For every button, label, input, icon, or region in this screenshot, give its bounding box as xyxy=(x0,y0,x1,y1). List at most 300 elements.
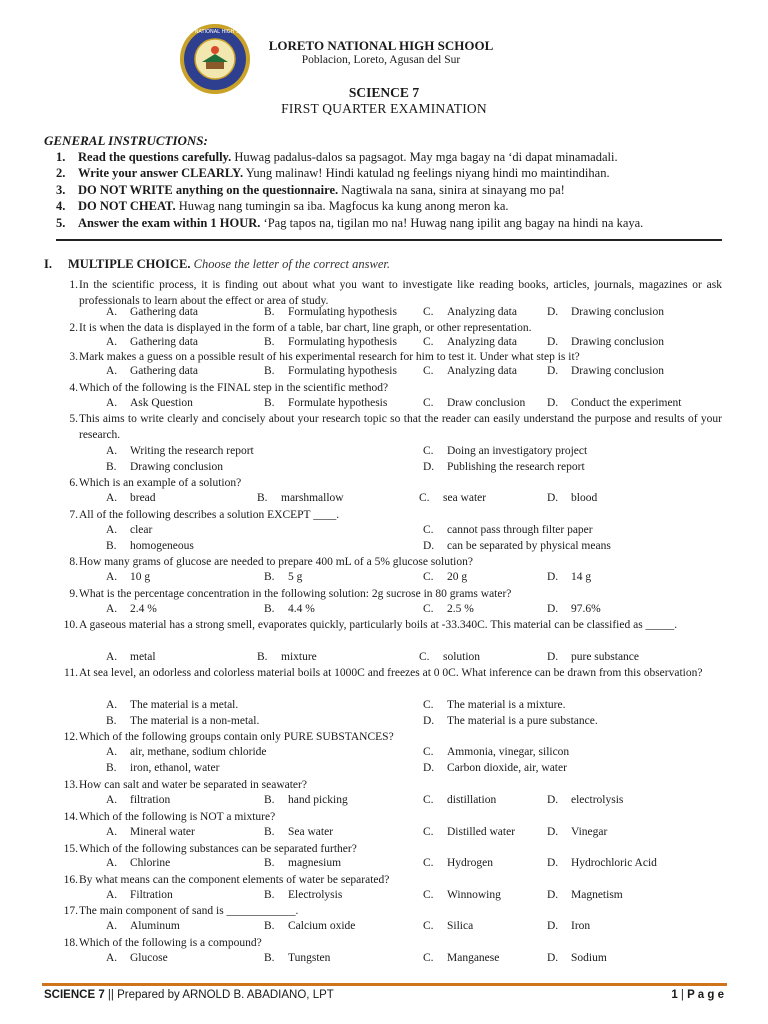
choice-c xyxy=(423,445,587,457)
choice-letter: D. xyxy=(547,306,559,318)
choice-text: Magnetism xyxy=(571,889,623,901)
choice-text: Ammonia, vinegar, silicon xyxy=(447,746,570,758)
choice-text: Electrolysis xyxy=(288,889,343,901)
choice-b xyxy=(264,603,315,615)
choice-d xyxy=(547,336,664,348)
instruction-emphasis: Write your answer CLEARLY. xyxy=(78,166,244,180)
subject-title: SCIENCE 7 xyxy=(348,85,420,100)
choice-letter: B. xyxy=(264,306,275,318)
choice-c xyxy=(423,857,493,869)
choice-letter: C. xyxy=(423,397,434,409)
instruction-text: Huwag nang tumingin sa iba. Magfocus ka kung anong meron ka. xyxy=(175,199,509,213)
choice-a xyxy=(106,826,195,838)
choice-text: Gathering data xyxy=(130,365,199,377)
choice-letter: C. xyxy=(419,492,430,504)
choice-d xyxy=(547,571,591,583)
instruction-item xyxy=(56,166,610,181)
choice-a xyxy=(106,794,170,806)
choice-c xyxy=(423,746,569,758)
choice-text: Formulate hypothesis xyxy=(288,397,388,409)
choice-letter: B. xyxy=(264,397,275,409)
choice-text: blood xyxy=(571,492,598,504)
choice-text: hand picking xyxy=(288,794,348,806)
choice-text: bread xyxy=(130,492,156,504)
choice-a xyxy=(106,699,238,711)
question-number: 6. xyxy=(69,477,78,489)
choice-letter: C. xyxy=(423,571,434,583)
choice-a xyxy=(106,920,180,932)
choice-c xyxy=(423,306,517,318)
choice-letter: C. xyxy=(423,336,434,348)
choice-letter: D. xyxy=(547,603,559,615)
choice-text: homogeneous xyxy=(130,540,194,552)
choice-letter: B. xyxy=(264,952,275,964)
question-number: 2. xyxy=(69,322,78,334)
choice-c xyxy=(423,826,515,838)
choice-letter: A. xyxy=(106,492,118,504)
choice-text: The material is a non-metal. xyxy=(130,715,260,727)
choice-a xyxy=(106,306,198,318)
choice-c xyxy=(423,336,517,348)
choice-text: Gathering data xyxy=(130,336,199,348)
choice-d xyxy=(547,365,664,377)
choice-letter: B. xyxy=(264,857,275,869)
choice-text: Gathering data xyxy=(130,306,199,318)
question-number: 11. xyxy=(64,667,78,679)
choice-letter: D. xyxy=(547,794,559,806)
choice-text: filtration xyxy=(130,794,171,806)
question-item xyxy=(56,904,722,920)
choice-c xyxy=(423,571,467,583)
footer-left xyxy=(44,989,334,1001)
choice-d xyxy=(547,306,664,318)
choice-a xyxy=(106,603,157,615)
choice-text: Ask Question xyxy=(130,397,193,409)
choice-letter: D. xyxy=(547,571,559,583)
choice-text: Sea water xyxy=(288,826,334,838)
choice-letter: B. xyxy=(257,651,268,663)
choice-d xyxy=(547,952,607,964)
choice-letter: A. xyxy=(106,397,118,409)
choice-letter: C. xyxy=(423,920,434,932)
choice-b xyxy=(257,492,344,504)
choice-text: Iron xyxy=(571,920,591,932)
svg-text:LORETO NATIONAL HIGH SCHOOL: LORETO NATIONAL HIGH SCHOOL xyxy=(172,29,258,35)
choice-text: Drawing conclusion xyxy=(130,461,223,473)
choice-letter: B. xyxy=(264,794,275,806)
instructions-title: GENERAL INSTRUCTIONS: xyxy=(44,133,208,148)
question-text: All of the following describes a solution EXCEPT ____. xyxy=(79,509,340,521)
question-item xyxy=(56,555,722,571)
question-number: 16. xyxy=(63,874,78,886)
choice-text: distillation xyxy=(447,794,497,806)
choice-d xyxy=(547,603,601,615)
question-number: 14. xyxy=(63,811,78,823)
choice-letter: A. xyxy=(106,920,118,932)
footer-rule xyxy=(42,983,727,986)
choice-text: 2.5 % xyxy=(447,603,474,615)
choice-letter: D. xyxy=(547,889,559,901)
question-text: This aims to write clearly and concisely about your research topic so that the reader can easily understand the purpose and results of your research. xyxy=(79,413,722,441)
choice-letter: D. xyxy=(547,952,559,964)
question-item xyxy=(56,730,722,746)
question-number: 12. xyxy=(63,731,78,743)
choice-c xyxy=(423,365,517,377)
section-heading xyxy=(44,257,390,272)
choice-letter: C. xyxy=(423,306,434,318)
choice-d xyxy=(547,920,590,932)
instruction-emphasis: Answer the exam within 1 HOUR. xyxy=(78,216,261,230)
choice-a xyxy=(106,397,193,409)
question-text: Which of the following groups contain only PURE SUBSTANCES? xyxy=(79,731,394,743)
choice-c xyxy=(419,492,486,504)
choice-letter: C. xyxy=(423,857,434,869)
question-number: 17. xyxy=(63,905,78,917)
question-item xyxy=(56,666,722,682)
divider-line xyxy=(56,239,722,241)
choice-letter: D. xyxy=(547,492,559,504)
question-number: 1. xyxy=(69,279,78,291)
choice-b xyxy=(106,762,219,774)
choice-letter: C. xyxy=(423,445,434,457)
choice-letter: D. xyxy=(547,826,559,838)
question-text: Which of the following is NOT a mixture? xyxy=(79,811,276,823)
choice-text: 10 g xyxy=(130,571,151,583)
choice-letter: A. xyxy=(106,336,118,348)
choice-text: The material is a metal. xyxy=(130,699,239,711)
choice-letter: C. xyxy=(423,826,434,838)
choice-text: Glucose xyxy=(130,952,168,964)
choice-letter: A. xyxy=(106,365,118,377)
instruction-item xyxy=(56,150,618,165)
question-item xyxy=(56,873,722,889)
choice-text: Winnowing xyxy=(447,889,501,901)
choice-text: Conduct the experiment xyxy=(571,397,682,409)
instruction-text: Yung malinaw! Hindi katulad ng feelings niyang hindi mo maintindihan. xyxy=(243,166,610,180)
choice-text: Analyzing data xyxy=(447,365,517,377)
choice-c xyxy=(423,920,473,932)
choice-d xyxy=(423,715,598,727)
choice-text: Formulating hypothesis xyxy=(288,365,397,377)
choice-c xyxy=(423,524,593,536)
choice-text: Chlorine xyxy=(130,857,171,869)
question-text: The main component of sand is ____________. xyxy=(79,905,299,917)
choice-text: Sodium xyxy=(571,952,607,964)
choice-letter: D. xyxy=(423,540,435,552)
choice-letter: D. xyxy=(547,857,559,869)
choice-letter: C. xyxy=(423,603,434,615)
choice-letter: B. xyxy=(257,492,268,504)
choice-text: Aluminum xyxy=(130,920,180,932)
choice-text: iron, ethanol, water xyxy=(130,762,220,774)
choice-d xyxy=(423,461,585,473)
choice-d xyxy=(547,651,639,663)
choice-letter: A. xyxy=(106,306,118,318)
choice-text: Carbon dioxide, air, water xyxy=(447,762,567,774)
choice-text: Formulating hypothesis xyxy=(288,336,397,348)
choice-a xyxy=(106,952,168,964)
choice-letter: D. xyxy=(547,397,559,409)
question-number: 9. xyxy=(69,588,78,600)
choice-letter: C. xyxy=(423,794,434,806)
instruction-number: 5. xyxy=(56,216,66,230)
choice-text: Tungsten xyxy=(288,952,331,964)
choice-letter: A. xyxy=(106,651,118,663)
choice-d xyxy=(547,889,623,901)
choice-text: 97.6% xyxy=(571,603,601,615)
choice-text: Distilled water xyxy=(447,826,516,838)
choice-b xyxy=(264,365,397,377)
choice-a xyxy=(106,492,156,504)
choice-text: Silica xyxy=(447,920,474,932)
choice-letter: D. xyxy=(423,762,435,774)
choice-b xyxy=(257,651,317,663)
footer-page xyxy=(671,989,724,1001)
choice-letter: C. xyxy=(419,651,430,663)
question-text: Which of the following is a compound? xyxy=(79,937,262,949)
choice-text: air, methane, sodium chloride xyxy=(130,746,267,758)
question-text: How can salt and water be separated in seawater? xyxy=(79,779,307,791)
question-number: 7. xyxy=(69,509,78,521)
choice-letter: D. xyxy=(547,336,559,348)
question-item xyxy=(56,618,722,634)
choice-letter: C. xyxy=(423,365,434,377)
choice-letter: D. xyxy=(423,715,435,727)
question-text: How many grams of glucose are needed to prepare 400 mL of a 5% glucose solution? xyxy=(79,556,473,568)
choice-text: Doing an investigatory project xyxy=(447,445,588,457)
choice-text: pure substance xyxy=(571,651,640,663)
question-number: 8. xyxy=(69,556,78,568)
question-item xyxy=(56,476,722,492)
choice-letter: D. xyxy=(547,651,559,663)
choice-text: Mineral water xyxy=(130,826,195,838)
choice-text: can be separated by physical means xyxy=(447,540,611,552)
instruction-number: 3. xyxy=(56,183,66,197)
choice-text: 5 g xyxy=(288,571,303,583)
choice-b xyxy=(264,306,397,318)
choice-a xyxy=(106,524,152,536)
choice-letter: A. xyxy=(106,826,118,838)
choice-letter: A. xyxy=(106,524,118,536)
question-item xyxy=(56,350,722,366)
instruction-number: 1. xyxy=(56,150,66,164)
instruction-text: Nagtiwala na sana, sinira at sinayang mo pa! xyxy=(338,183,565,197)
section-instruction: Choose the letter of the correct answer. xyxy=(193,257,390,271)
choice-text: 14 g xyxy=(571,571,592,583)
choice-a xyxy=(106,336,198,348)
section-title: MULTIPLE CHOICE. xyxy=(68,257,191,271)
choice-letter: C. xyxy=(423,746,434,758)
question-text: In the scientific process, it is finding out about what you want to investigate like reading books, articles, journals, magazines or ask professionals to learn about the effect or area of study. xyxy=(79,279,722,307)
choice-c xyxy=(423,397,525,409)
choice-text: Drawing conclusion xyxy=(571,336,664,348)
choice-text: Draw conclusion xyxy=(447,397,526,409)
choice-letter: A. xyxy=(106,857,118,869)
question-item xyxy=(56,842,722,858)
choice-b xyxy=(264,952,330,964)
question-text: Which of the following is the FINAL step in the scientific method? xyxy=(79,382,389,394)
choice-text: Analyzing data xyxy=(447,306,517,318)
choice-d xyxy=(547,857,657,869)
choice-text: Manganese xyxy=(447,952,500,964)
choice-letter: B. xyxy=(106,762,117,774)
choice-letter: B. xyxy=(264,826,275,838)
choice-a xyxy=(106,445,254,457)
choice-text: Analyzing data xyxy=(447,336,517,348)
choice-text: 2.4 % xyxy=(130,603,157,615)
choice-letter: C. xyxy=(423,524,434,536)
choice-letter: A. xyxy=(106,445,118,457)
question-text: Which of the following substances can be separated further? xyxy=(79,843,357,855)
instruction-text: Huwag padalus-dalos sa pagsagot. May mga bagay na ‘di dapat minamadali. xyxy=(231,150,618,164)
choice-letter: C. xyxy=(423,889,434,901)
choice-letter: B. xyxy=(264,336,275,348)
instruction-emphasis: Read the questions carefully. xyxy=(78,150,232,164)
choice-text: solution xyxy=(443,651,481,663)
choice-a xyxy=(106,651,156,663)
question-number: 10. xyxy=(63,619,78,631)
school-address: Poblacion, Loreto, Agusan del Sur xyxy=(301,54,461,66)
question-text: A gaseous material has a strong smell, evaporates quickly, particularly boils at -33.340C. This material can be classified as _____. xyxy=(79,619,678,631)
choice-text: Publishing the research report xyxy=(447,461,585,473)
page-word: P a g e xyxy=(687,989,724,1001)
question-item xyxy=(56,321,722,337)
choice-b xyxy=(264,857,341,869)
choice-text: Hydrogen xyxy=(447,857,493,869)
choice-c xyxy=(423,952,499,964)
choice-a xyxy=(106,571,150,583)
choice-text: Vinegar xyxy=(571,826,608,838)
choice-letter: C. xyxy=(423,699,434,711)
choice-a xyxy=(106,889,173,901)
choice-c xyxy=(423,603,474,615)
instruction-number: 4. xyxy=(56,199,66,213)
choice-a xyxy=(106,857,170,869)
choice-c xyxy=(423,699,565,711)
question-text: At sea level, an odorless and colorless material boils at 1000C and freezes at 0 0C. What inference can be drawn from this observation? xyxy=(79,667,703,679)
choice-letter: B. xyxy=(264,920,275,932)
instruction-emphasis: DO NOT WRITE anything on the questionnaire. xyxy=(78,183,339,197)
choice-b xyxy=(106,715,259,727)
footer-prepared-by: Prepared by ARNOLD B. ABADIANO, LPT xyxy=(117,989,334,1001)
question-number: 4. xyxy=(69,382,78,394)
choice-letter: A. xyxy=(106,889,118,901)
choice-letter: A. xyxy=(106,952,118,964)
choice-letter: B. xyxy=(264,889,275,901)
instruction-item xyxy=(56,216,643,231)
choice-a xyxy=(106,746,267,758)
choice-text: marshmallow xyxy=(281,492,344,504)
choice-text: Filtration xyxy=(130,889,173,901)
choice-text: The material is a pure substance. xyxy=(447,715,598,727)
question-item xyxy=(56,810,722,826)
choice-text: clear xyxy=(130,524,153,536)
choice-letter: D. xyxy=(547,365,559,377)
question-number: 5. xyxy=(69,413,78,425)
question-item xyxy=(56,587,722,603)
choice-text: Calcium oxide xyxy=(288,920,356,932)
choice-text: Drawing conclusion xyxy=(571,365,664,377)
choice-letter: A. xyxy=(106,746,118,758)
choice-text: The material is a mixture. xyxy=(447,699,566,711)
choice-letter: A. xyxy=(106,794,118,806)
choice-letter: B. xyxy=(264,571,275,583)
instruction-number: 2. xyxy=(56,166,66,180)
section-numeral: I. xyxy=(44,257,52,271)
choice-b xyxy=(264,920,355,932)
choice-text: electrolysis xyxy=(571,794,624,806)
question-item xyxy=(56,936,722,952)
choice-letter: A. xyxy=(106,699,118,711)
page-number: 1 xyxy=(671,989,678,1001)
question-item xyxy=(56,778,722,794)
choice-letter: C. xyxy=(423,952,434,964)
choice-letter: D. xyxy=(423,461,435,473)
choice-text: 4.4 % xyxy=(288,603,315,615)
question-item xyxy=(56,381,722,397)
choice-letter: A. xyxy=(106,571,118,583)
choice-letter: B. xyxy=(106,540,117,552)
choice-d xyxy=(423,762,567,774)
choice-text: Drawing conclusion xyxy=(571,306,664,318)
question-text: Mark makes a guess on a possible result of his experimental research for him to test it. Under what step is it? xyxy=(79,351,580,363)
instruction-item xyxy=(56,199,509,214)
choice-d xyxy=(423,540,611,552)
choice-letter: A. xyxy=(106,603,118,615)
instruction-emphasis: DO NOT CHEAT. xyxy=(78,199,176,213)
choice-b xyxy=(264,794,348,806)
question-text: By what means can the component elements of water be separated? xyxy=(79,874,390,886)
question-item xyxy=(56,412,722,443)
choice-letter: B. xyxy=(106,461,117,473)
choice-letter: D. xyxy=(547,920,559,932)
choice-a xyxy=(106,365,198,377)
choice-c xyxy=(423,794,496,806)
choice-b xyxy=(106,461,223,473)
choice-text: 20 g xyxy=(447,571,468,583)
choice-c xyxy=(423,889,501,901)
choice-b xyxy=(264,889,342,901)
question-number: 18. xyxy=(63,937,78,949)
question-item xyxy=(56,508,722,524)
choice-letter: B. xyxy=(264,603,275,615)
choice-letter: B. xyxy=(106,715,117,727)
question-item xyxy=(56,278,722,309)
choice-b xyxy=(106,540,194,552)
choice-d xyxy=(547,794,623,806)
exam-title: FIRST QUARTER EXAMINATION xyxy=(281,101,487,116)
choice-d xyxy=(547,397,682,409)
choice-text: cannot pass through filter paper xyxy=(447,524,593,536)
choice-b xyxy=(264,336,397,348)
choice-b xyxy=(264,571,302,583)
footer-separator: || xyxy=(107,989,114,1001)
choice-text: magnesium xyxy=(288,857,342,869)
choice-d xyxy=(547,826,607,838)
choice-d xyxy=(547,492,597,504)
question-text: Which is an example of a solution? xyxy=(79,477,242,489)
instruction-text: ‘Pag tapos na, tigilan mo na! Huwag nang ipilit ang bagay na hindi na kaya. xyxy=(260,216,644,230)
question-number: 13. xyxy=(63,779,78,791)
school-name: LORETO NATIONAL HIGH SCHOOL xyxy=(268,38,494,53)
choice-text: Formulating hypothesis xyxy=(288,306,397,318)
choice-text: sea water xyxy=(443,492,487,504)
question-text: It is when the data is displayed in the form of a table, bar chart, line graph, or other representation. xyxy=(79,322,532,334)
question-number: 3. xyxy=(69,351,78,363)
instruction-item xyxy=(56,183,565,198)
choice-letter: B. xyxy=(264,365,275,377)
choice-c xyxy=(419,651,480,663)
